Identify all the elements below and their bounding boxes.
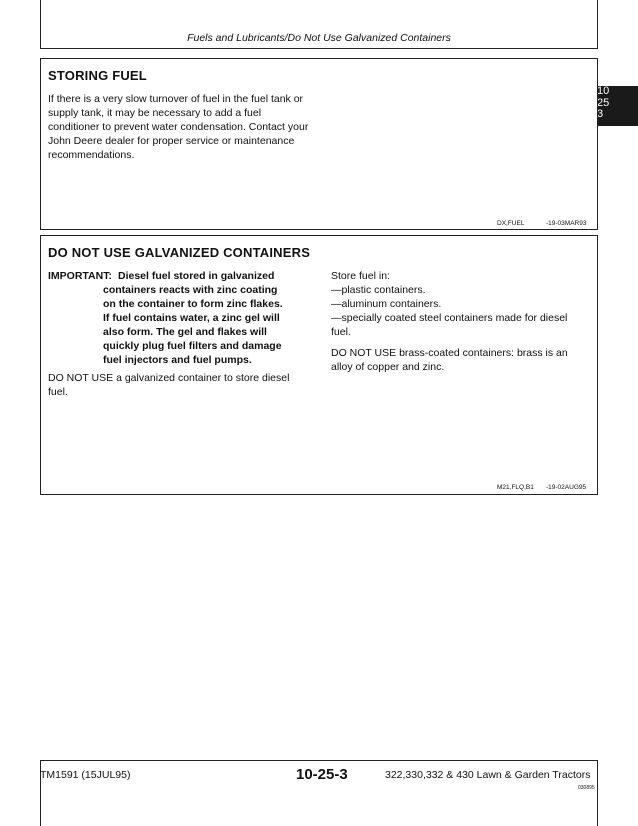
body-line: John Deere dealer for proper service or maintenance xyxy=(48,135,295,147)
list-item: fuel. xyxy=(331,326,351,338)
storing-fuel-title: STORING FUEL xyxy=(48,68,147,83)
footer-right-line xyxy=(597,760,598,826)
storing-fuel-ref-date: -19-03MAR93 xyxy=(546,220,587,227)
important-label xyxy=(48,269,112,283)
body-line: supply tank, it may be necessary to add a fuel xyxy=(48,107,262,119)
important-line: containers reacts with zinc coating xyxy=(103,284,278,296)
brass-warning xyxy=(331,346,593,374)
important-line: quickly plug fuel filters and damage xyxy=(103,340,282,352)
body-line: conditioner to prevent water condensation. Contact your xyxy=(48,121,309,133)
section-tab-line: 3 xyxy=(597,108,604,120)
body-line: If there is a very slow turnover of fuel in the fuel tank or xyxy=(48,93,304,105)
note-line: fuel. xyxy=(48,386,68,398)
galvanized-title: DO NOT USE GALVANIZED CONTAINERS xyxy=(48,245,311,260)
list-item: —aluminum containers. xyxy=(331,298,442,310)
footer-code: 030895 xyxy=(578,785,595,791)
section-tab xyxy=(597,86,638,126)
list-item: Store fuel in: xyxy=(331,270,390,282)
note-line: DO NOT USE a galvanized container to store diesel xyxy=(48,372,290,384)
galvanized-ref-code: M21,FLQ,B1 xyxy=(497,484,534,491)
list-item: —specially coated steel containers made for diesel xyxy=(331,312,568,324)
important-label-text: IMPORTANT: xyxy=(48,270,112,282)
storing-fuel-ref-code: DX,FUEL xyxy=(497,220,525,227)
important-line: Diesel fuel stored in galvanized xyxy=(118,270,275,282)
model-list: 322,330,332 & 430 Lawn & Garden Tractors xyxy=(385,769,591,781)
note-line: alloy of copper and zinc. xyxy=(331,361,445,373)
list-item: —plastic containers. xyxy=(331,284,426,296)
important-line: also form. The gel and flakes will xyxy=(103,326,267,338)
page-number: 10-25-3 xyxy=(296,766,348,783)
note-line: DO NOT USE brass-coated containers: brass is an xyxy=(331,347,568,359)
important-line: fuel injectors and fuel pumps. xyxy=(103,354,252,366)
galvanized-section xyxy=(40,235,598,495)
important-line: on the container to form zinc flakes. xyxy=(103,298,283,310)
section-tab-line: 10 xyxy=(597,85,610,97)
important-line: If fuel contains water, a zinc gel will xyxy=(103,312,280,324)
storing-fuel-section xyxy=(40,58,598,230)
section-tab-line: 25 xyxy=(597,96,610,109)
body-line: recommendations. xyxy=(48,149,135,161)
manual-number: TM1591 (15JUL95) xyxy=(40,769,131,781)
galvanized-ref-date: -19-02AUG95 xyxy=(546,484,587,491)
important-text xyxy=(103,269,328,367)
storing-fuel-body xyxy=(48,92,348,162)
header-rule xyxy=(40,48,598,49)
storage-options-list xyxy=(331,269,593,339)
footer-rule xyxy=(40,760,598,761)
galvanized-left-note xyxy=(48,371,318,399)
page-header-title: Fuels and Lubricants/Do Not Use Galvanized Containers xyxy=(187,32,451,44)
